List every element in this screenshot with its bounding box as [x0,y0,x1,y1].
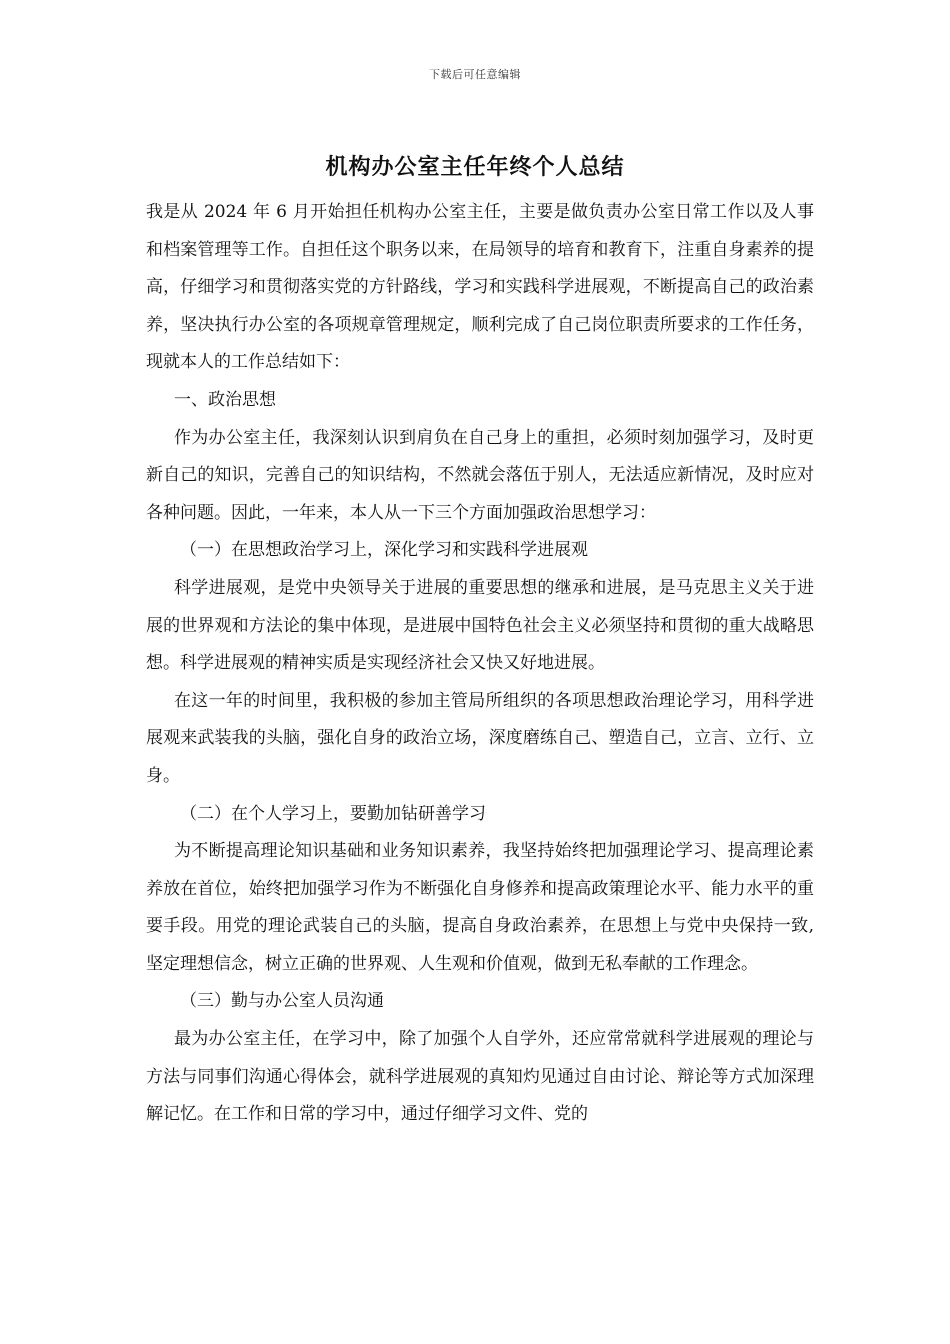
header-note: 下载后可任意编辑 [429,68,521,81]
intro-paragraph: 我是从 2024 年 6 月开始担任机构办公室主任，主要是做负责办公室日常工作以及人事和档案管理等工作。自担任这个职务以来，在局领导的培育和教育下，注重自身素养的提高，仔细学习和贯彻落实党的方针路线，学习和实践科学进展观，不断提高自己的政治素养，坚决执行办公室的各项规章管理规定，顺利完成了自己岗位职责所要求的工作任务，现就本人的工作总结如下： [146,202,814,373]
subsection-heading-3: （三）勤与办公室人员沟通 [180,991,384,1012]
body-paragraph: 最为办公室主任，在学习中，除了加强个人自学外，还应常常就科学进展观的理论与方法与同事们沟通心得体会，就科学进展观的真知灼见通过自由讨论、辩论等方式加深理解记忆。在工作和日常的学习中，通过仔细学习文件、党的 [146,1029,814,1125]
subsection-heading-1: （一）在思想政治学习上，深化学习和实践科学进展观 [180,540,588,561]
body-paragraph: 为不断提高理论知识基础和业务知识素养，我坚持始终把加强理论学习、提高理论素养放在首位，始终把加强学习作为不断强化自身修养和提高政策理论水平、能力水平的重要手段。用党的理论武装自己的头脑，提高自身政治素养，在思想上与党中央保持一致,坚定理想信念，树立正确的世界观、人生观和价值观，做到无私奉献的工作理念。 [146,841,814,974]
body-paragraph: 作为办公室主任，我深刻认识到肩负在自己身上的重担，必须时刻加强学习，及时更新自己的知识，完善自己的知识结构，不然就会落伍于别人，无法适应新情况，及时应对各种问题。因此，一年来，本人从一下三个方面加强政治思想学习： [146,427,814,523]
document-title: 机构办公室主任年终个人总结 [325,155,625,180]
section-heading-political-thought: 一、政治思想 [174,389,276,410]
subsection-heading-2: （二）在个人学习上，要勤加钻研善学习 [180,803,486,824]
body-paragraph: 在这一年的时间里，我积极的参加主管局所组织的各项思想政治理论学习，用科学进展观来武装我的头脑，强化自身的政治立场，深度磨练自己、塑造自己，立言、立行、立身。 [146,690,814,786]
body-paragraph: 科学进展观，是党中央领导关于进展的重要思想的继承和进展，是马克思主义关于进展的世界观和方法论的集中体现，是进展中国特色社会主义必须坚持和贯彻的重大战略思想。科学进展观的精神实质是实现经济社会又快又好地进展。 [146,577,814,674]
document-body [146,194,814,1134]
